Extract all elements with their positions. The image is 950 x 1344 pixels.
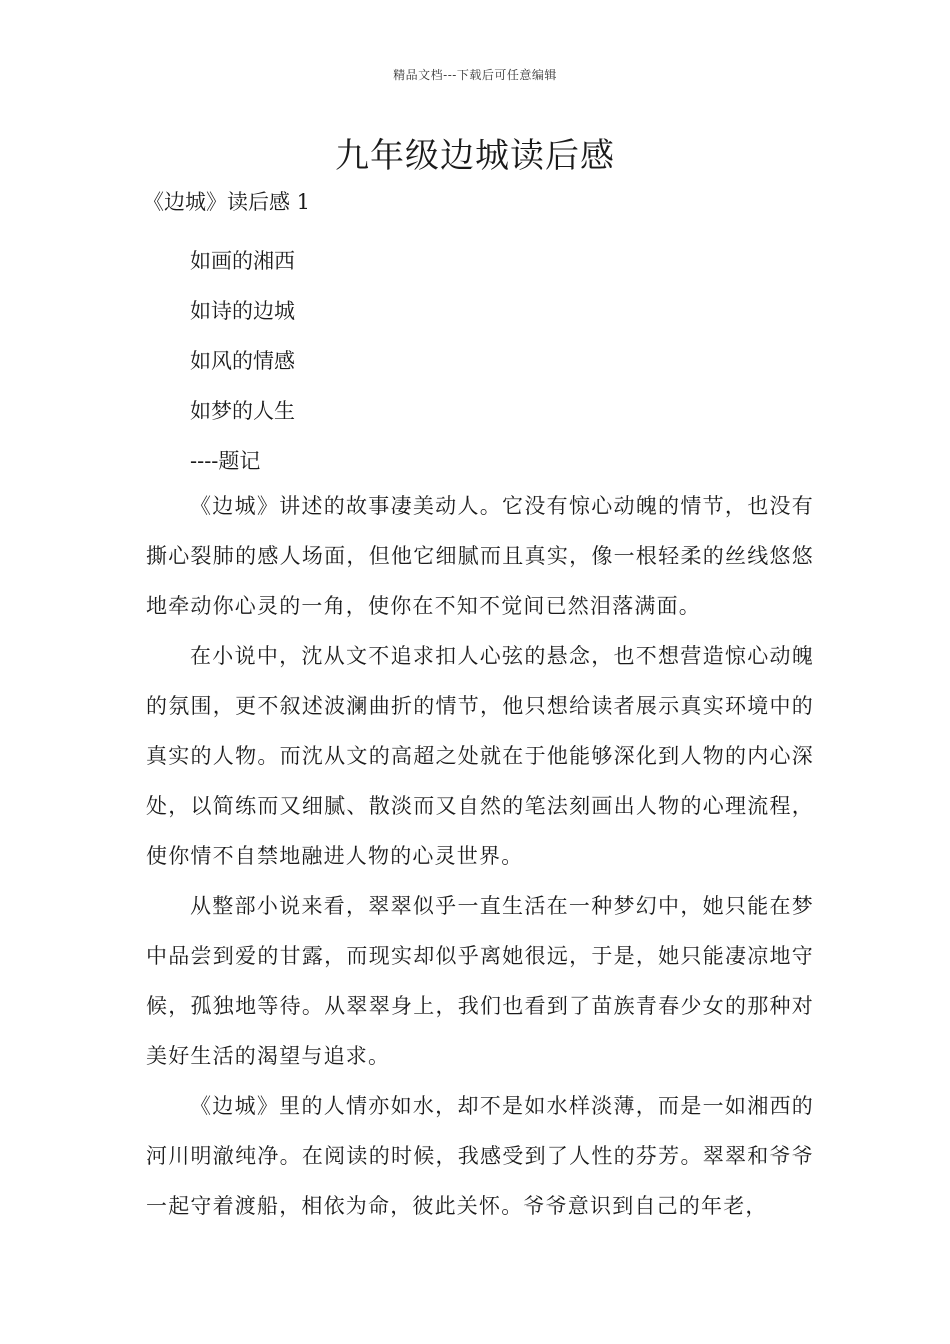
poem-line: 如风的情感 [190,349,295,373]
epigraph-poem [190,236,295,486]
poem-line: 如诗的边城 [190,299,295,323]
paragraph: 《边城》里的人情亦如水，却不是如水样淡薄，而是一如湘西的河川明澈纯净。在阅读的时候，我感受到了人性的芬芳。翠翠和爷爷一起守着渡船，相依为命，彼此关怀。爷爷意识到自己的年老， [146,1094,814,1218]
document-title: 九年级边城读后感 [335,136,615,176]
poem-line: 如梦的人生 [190,399,295,423]
poem-signature: ----题记 [190,449,261,473]
paragraph: 《边城》讲述的故事凄美动人。它没有惊心动魄的情节，也没有撕心裂肺的感人场面，但他它细腻而且真实，像一根轻柔的丝线悠悠地牵动你心灵的一角，使你在不知不觉间已然泪落满面。 [146,494,814,618]
paragraph: 从整部小说来看，翠翠似乎一直生活在一种梦幻中，她只能在梦中品尝到爱的甘露，而现实却似乎离她很远，于是，她只能凄凉地守候，孤独地等待。从翠翠身上，我们也看到了苗族青春少女的那种对美好生活的渴望与追求。 [146,894,814,1068]
header-note: 精品文档---下载后可任意编辑 [393,68,557,82]
body-text [146,481,814,1231]
paragraph: 在小说中，沈从文不追求扣人心弦的悬念，也不想营造惊心动魄的氛围，更不叙述波澜曲折的情节，他只想给读者展示真实环境中的真实的人物。而沈从文的高超之处就在于他能够深化到人物的内心深处，以简练而又细腻、散淡而又自然的笔法刻画出人物的心理流程，使你情不自禁地融进人物的心灵世界。 [146,644,814,868]
section-heading: 《边城》读后感 1 [143,190,311,214]
poem-line: 如画的湘西 [190,249,295,273]
